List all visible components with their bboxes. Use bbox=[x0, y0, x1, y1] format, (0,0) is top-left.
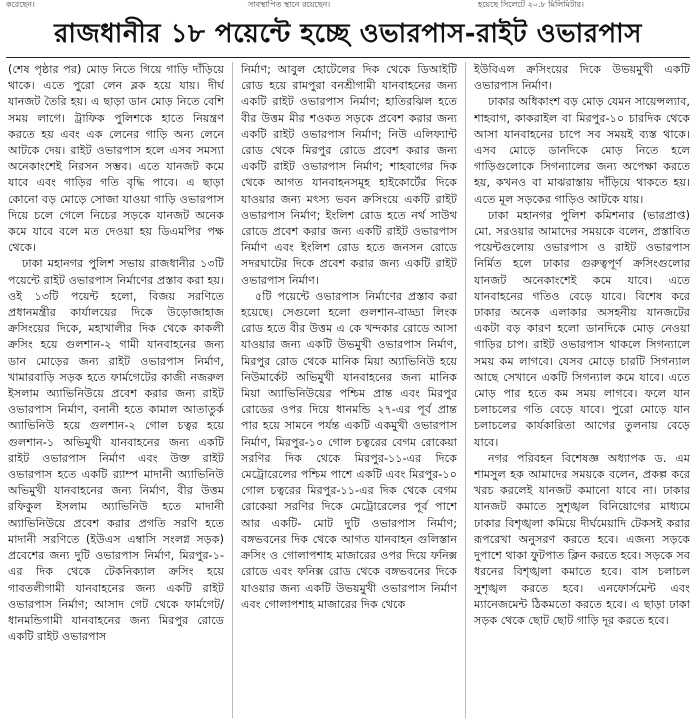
previous-article-strip bbox=[0, 0, 696, 12]
column-2-paragraph: নির্মাণ; আবুল হোটেলের দিক থেকে ডিআইটি রোড হয়ে রামপুরা বনশ্রীগামী যানবাহনের জন্য একটি রাইট ওভারপাস নির্মাণ; হাতিরঝিল হতে বীর উত্তম মীর শওকত সড়কে প্রবেশ করার জন্য একটি রাইট ওভারপাস নির্মাণ; নিউ এলিফ্যান্ট রোড থেকে মিরপুর রোডে প্রবেশ করার জন্য একটি রাইট ওভারপাস নির্মাণ; শাহবাগের দিক থেকে আগত যানবাহনসমূহ হাইকোর্টের দিকে যাওয়ার জন্য মৎস্য ভবন ক্রসিংয়ে একটি রাইট ওভারপাস নির্মাণ; ইংলিশ রোড হতে নর্থ সাউথ রোডে প্রবেশ করার জন্য একটি রাইট ওভারপাস নির্মাণ এবং ইংলিশ রোড হতে জনসন রোডে সদরঘাটের দিকে প্রবেশ করার জন্য একটি রাইট ওভারপাস নির্মাণ। bbox=[241, 63, 457, 287]
column-1-paragraph: ঢাকা মহানগর পুলিশ সভায় রাজধানীর ১৩টি পয়েন্টে রাইট ওভারপাস নির্মাণের প্রস্তাব করা হয়। ওই ১৩টি পয়েন্ট হলো, বিজয় সরণিতে প্রধানমন্ত্রীর কার্যালয়ের দিকে উড়োজাহাজ ক্রসিংয়ের দিকে, মহাখালীর দিক থেকে কাকলী ক্রসিং হয়ে গুলশান-২ গামী যানবাহনের জন্য ডান মোড়ের জন্য রাইট ওভারপাস নির্মাণ, খামারবাড়ি সড়ক হতে ফার্মগেটের কাজী নজরুল ইসলাম অ্যাভিনিউয়ে প্রবেশ করার জন্য রাইট ওভারপাস নির্মাণ, বনানী হতে কামাল আতাতুর্ক অ্যাভিনিউ হয়ে গুলশান-২ গোল চত্বর হয়ে গুলশান-১ অভিমুখী যানবাহনের জন্য একটি রাইট ওভারপাস নির্মাণ এবং উক্ত রাইট ওভারপাস হতে একটি র‌্যাম্প মাদানী অ্যাভিনিউ অভিমুখী যানবাহনের জন্য নির্মাণ, বীর উত্তম রফিকুল ইসলাম অ্যাভিনিউ হতে মাদানী অ্যাভিনিউয়ে প্রবেশ করার প্রগতি সরণি হতে মাদানী সরণিতে (ইউএস এম্বাসি সংলগ্ন সড়ক) প্রবেশের জন্য দুটি ওভারপাস নির্মাণ, মিরপুর-১-এর দিক থেকে টেকনিক্যাল ক্রসিং হয়ে গাবতলীগামী যানবাহনের জন্য একটি রাইট ওভারপাস নির্মাণ; আসাদ গেট থেকে ফার্মগেট/ধানমন্ডিগামী যানবাহনের জন্য মিরপুর রোডে একটি রাইট ওভারপাস bbox=[8, 257, 224, 644]
article-column-2 bbox=[241, 62, 457, 718]
article-column-1 bbox=[8, 62, 224, 718]
article-headline: রাজধানীর ১৮ পয়েন্টে হচ্ছে ওভারপাস-রাইট ওভারপাস bbox=[54, 19, 642, 49]
column-divider bbox=[232, 62, 233, 718]
previous-article-fragment-middle: সাবস্থাপিত স্থানে রয়েছেন। bbox=[248, 0, 331, 9]
column-3-paragraph: ঢাকা মহানগর পুলিশ কমিশনার (ভারপ্রাপ্ত) মো. সরওয়ার আমাদের সময়কে বলেন, প্রস্তাবিত পয়েন্টগুলোয় ওভারপাস ও রাইট ওভারপাস নির্মিত হলে ঢাকার গুরুত্বপূর্ণ ক্রসিংগুলোর যানজট অনেকাংশেই কমে যাবে। এতে যানবাহনের গতিও বেড়ে যাবে। বিশেষ করে ঢাকার অনেক এলাকার অসহনীয় যানজটের একটা বড় কারণ হলো ডানদিকে মোড় নেওয়া গাড়ির চাপ। রাইট ওভারপাস থাকলে সিগন্যালে সময় কম লাগবে। যেসব মোড়ে চারটি সিগন্যাল আছে সেখানে একটি সিগন্যাল কমে যাবে। এতে মোড় পার হতে কম সময় লাগবে। ফলে যান চলাচলের গতি বেড়ে যাবে। পুরো মোড়ে যান চলাচলের কার্যকারিতা আগের তুলনায় বেড়ে যাবে। bbox=[474, 208, 690, 449]
article-column-3 bbox=[474, 62, 690, 718]
headline-divider bbox=[6, 57, 690, 58]
article-body bbox=[8, 62, 690, 718]
column-3-paragraph: নগর পরিবহন বিশেষজ্ঞ অধ্যাপক ড. এম শামসুল হক আমাদের সময়কে বলেন, প্রকল্প করে খরচ করলেই যানজট কমানো যাবে না। ঢাকার যানজট কমাতে সুশৃঙ্খল বিনিয়োগের মাধ্যমে ঢাকার বিশৃঙ্খলা কমিয়ে দীর্ঘমেয়াদি টেকসই করার রূপরেখা অনুসরণ করতে হবে। এজন্য সড়কে দুপাশে থাকা ফুটপাত ক্লিন করতে হবে। সড়কে সব ধরনের বিশৃঙ্খলা কমাতে হবে। বাস চলাচল সুশৃঙ্খল করতে হবে। এনফোর্সমেন্ট এবং ম্যানেজমেন্ট ঠিকমতো করতে হবে। এ ছাড়া ঢাকা সড়ক থেকে ছোট ছোট গাড়ি দূর করতে হবে। bbox=[474, 451, 690, 627]
column-3-paragraph: ইউবিএল ক্রসিংয়ের দিকে উভয়মুখী একটি ওভারপাস নির্মাণ। bbox=[474, 63, 690, 93]
previous-article-fragment-left: করেছেন। bbox=[6, 0, 35, 9]
previous-article-fragment-right: হয়েছে সিলেটে ২০.৮ মিলিমিটার। bbox=[478, 0, 584, 9]
column-divider bbox=[465, 62, 466, 718]
column-2-paragraph: ৫টি পয়েন্টে ওভারপাস নির্মাণের প্রস্তাব করা হয়েছে। সেগুলো হলো গুলশান-বাড্ডা লিংক রোড হতে বীর উত্তম এ কে খন্দকার রোডে আসা যাওয়ার জন্য একটি উভমুখী ওভারপাস নির্মাণ, মিরপুর রোড থেকে মানিক মিয়া অ্যাভিনিউ হয়ে নিউমার্কেট অভিমুখী যানবাহনের জন্য মানিক মিয়া অ্যাভিনিউয়ের পশ্চিম প্রান্ত এবং মিরপুর রোডের ওপর দিয়ে ধানমন্ডি ২৭-এর পূর্ব প্রান্ত পার হয়ে সামনে পর্যন্ত একটি একমুখী ওভারপাস নির্মাণ, মিরপুর-১০ গোল চত্বরের বেগম রোকেয়া সরণির দিক থেকে মিরপুর-১১-এর দিকে মেট্রোরেলের পশ্চিম পাশে একটি এবং মিরপুর-১০ গোল চত্বরের মিরপুর-১১-এর দিক থেকে বেগম রোকেয়া সরণির দিকে মেট্রোরেলের পূর্ব পাশে আর একটি- মোট দুটি ওভারপাস নির্মাণ; বঙ্গভবনের দিক থেকে আগত যানবাহন গুলিস্তান ক্রসিং ও গোলাপশাহ মাজারের ওপর দিয়ে ফনিক্স রোডে এবং ফনিক্স রোড থেকে বঙ্গভবনের দিকে যাওয়ার জন্য একটি উভয়মুখী ওভারপাস নির্মাণ এবং গোলাপশাহ মাজারের দিক থেকে bbox=[241, 289, 457, 611]
column-1-paragraph: (শেষ পৃষ্ঠার পর) মোড় নিতে গিয়ে গাড়ি দাঁড়িয়ে থাকে। এতে পুরো লেন ব্লক হয়ে যায়। দীর্ঘ যানজট তৈরি হয়। এ ছাড়া ডান মোড় নিতে বেশি সময় লাগে। ট্রাফিক পুলিশকে হাতে নিয়ন্ত্রণ করতে হয় এবং এক লেনের গাড়ি অন্য লেনে আটকে দেয়। রাইট ওভারপাস হলে এসব সমস্যা অনেকাংশেই নিরসন সম্ভব। এতে যানজট কমে যাবে এবং গাড়ির গতি বৃদ্ধি পাবে। এ ছাড়া কোনো বড় মোড়ে সোজা যাওয়া গাড়ি ওভারপাস দিয়ে চলে গেলে নিচের সড়কে যানজট অনেক কমে যাবে বলে মত দেওয়া হয় ডিএমপির পক্ষ থেকে। bbox=[8, 63, 224, 255]
column-3-paragraph: ঢাকার অধিকাংশ বড় মোড় যেমন সায়েন্সল্যাব, শাহবাগ, কাকরাইল বা মিরপুর-১০ চারদিক থেকে আসা যানবাহনের চাপে সব সময়ই ব্যস্ত থাকে। এসব মোড়ে ডানদিকে মোড় নিতে হলে গাড়িগুলোকে সিগন্যালের জন্য অপেক্ষা করতে হয়, কখনও বা মাঝরাস্তায় দাঁড়িয়ে থাকতে হয়। এতে মূল সড়কের গাড়িও আটকে যায়। bbox=[474, 95, 690, 206]
